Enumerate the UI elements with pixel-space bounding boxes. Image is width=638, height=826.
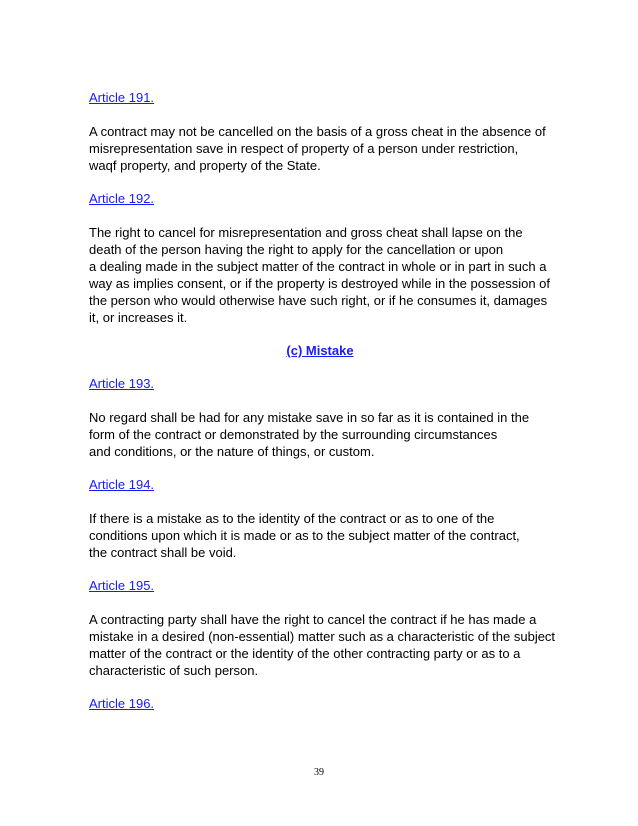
article-193-link[interactable]: Article 193.	[89, 376, 155, 391]
article-195-line-1: A contracting party shall have the right to cancel the contract if he has made a	[89, 612, 537, 627]
article-194-text	[89, 510, 551, 561]
article-191-line-2: misrepresentation save in respect of property of a person under restriction,	[89, 141, 519, 156]
article-191-text	[89, 123, 551, 174]
section-heading-mistake[interactable]: (c) Mistake	[286, 343, 354, 358]
article-196-link[interactable]: Article 196.	[89, 696, 155, 711]
article-194-line-3: the contract shall be void.	[89, 545, 237, 560]
article-191-link[interactable]: Article 191.	[89, 90, 155, 105]
article-191-line-1: A contract may not be cancelled on the basis of a gross cheat in the absence of	[89, 124, 546, 139]
article-192-line-5: the person who would otherwise have such right, or if he consumes it, damages	[89, 293, 548, 308]
article-193-text	[89, 409, 551, 460]
article-194-link[interactable]: Article 194.	[89, 477, 155, 492]
article-193-line-3: and conditions, or the nature of things, or custom.	[89, 444, 375, 459]
article-192-link[interactable]: Article 192.	[89, 191, 155, 206]
article-191-line-3: waqf property, and property of the State.	[89, 158, 321, 173]
article-192-line-4: way as implies consent, or if the property is destroyed while in the possession of	[89, 276, 551, 291]
article-195-line-3: matter of the contract or the identity of the other contracting party or as to a	[89, 646, 521, 661]
article-194-line-1: If there is a mistake as to the identity of the contract or as to one of the	[89, 511, 495, 526]
article-192-line-2: death of the person having the right to apply for the cancellation or upon	[89, 242, 504, 257]
article-193-line-1: No regard shall be had for any mistake save in so far as it is contained in the	[89, 410, 530, 425]
article-193-line-2: form of the contract or demonstrated by the surrounding circumstances	[89, 427, 498, 442]
text-column	[89, 89, 556, 729]
article-195-link[interactable]: Article 195.	[89, 578, 155, 593]
article-192-line-3: a dealing made in the subject matter of the contract in whole or in part in such a	[89, 259, 547, 274]
article-192-text	[89, 224, 551, 326]
article-195-line-2: mistake in a desired (non-essential) matter such as a characteristic of the subject	[89, 629, 556, 644]
article-195-text	[89, 611, 556, 679]
article-194-line-2: conditions upon which it is made or as to the subject matter of the contract,	[89, 528, 520, 543]
article-192-line-1: The right to cancel for misrepresentation and gross cheat shall lapse on the	[89, 225, 523, 240]
article-192-line-6: it, or increases it.	[89, 310, 188, 325]
article-195-line-4: characteristic of such person.	[89, 663, 259, 678]
page-number: 39	[314, 767, 324, 778]
section-heading-row	[89, 342, 551, 360]
